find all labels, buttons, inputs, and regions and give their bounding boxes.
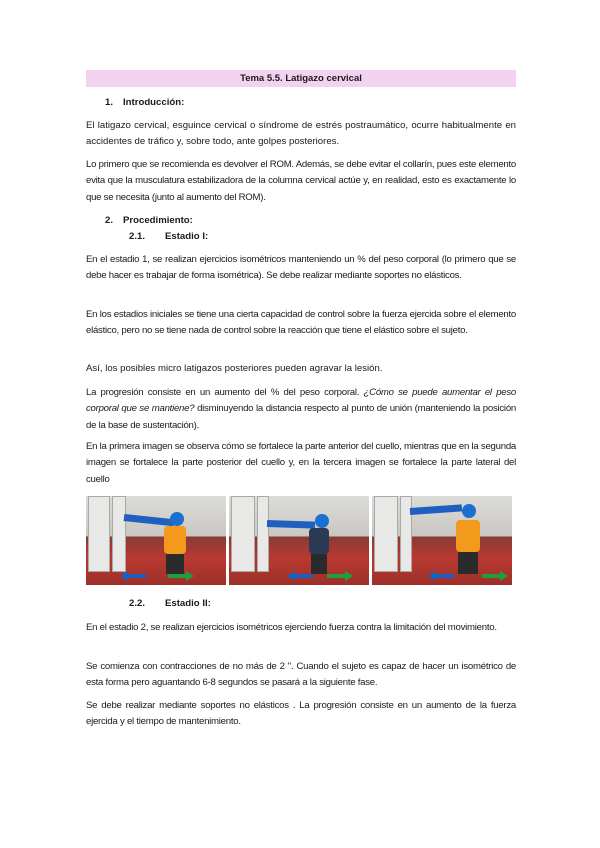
paragraph-stage1-5: En la primera imagen se observa cómo se fortalece la parte anterior del cuello, mientras que en la segunda imagen se fortalece la parte posterior del cuello y, en la tercera imagen se fortalece la parte lateral del cuello (86, 441, 516, 485)
section-number: 2. (105, 215, 114, 226)
right-green-arrow-icon (327, 571, 353, 581)
paragraph-stage2-1: En el estadio 2, se realizan ejercicios isométricos ejerciendo fuerza contra la limitación del movimiento. (86, 622, 497, 633)
document-title: Tema 5.5. Latigazo cervical (86, 70, 516, 87)
section-title: Introducción: (123, 97, 185, 108)
person-head (462, 504, 476, 518)
anterior-neck-exercise-photo (86, 496, 226, 585)
person-head (315, 514, 329, 528)
person-legs (311, 554, 327, 574)
left-blue-arrow-icon (120, 571, 146, 581)
paragraph-stage2-2: Se comienza con contracciones de no más de 2 ''. Cuando el sujeto es capaz de hacer un isométrico de esta forma pero aguantando 6-8 segundos se pasará a la siguiente fase. (86, 661, 516, 689)
subsection-number: 2.1. (129, 231, 146, 242)
subsection-title: Estadio II: (165, 598, 211, 609)
resistance-band (124, 514, 174, 526)
italic-question: ¿Cómo se puede aumentar el peso corporal que se mantiene? (86, 387, 516, 415)
subsection-heading-stage2 (129, 598, 211, 609)
paragraph-stage2-3: Se debe realizar mediante soportes no elásticos . La progresión consiste en un aumento de la fuerza ejercida y el tiempo de mantenimiento. (86, 700, 516, 728)
exercise-photo-strip (86, 496, 514, 585)
subsection-heading-stage1 (129, 231, 208, 242)
section-heading-intro (105, 97, 184, 108)
section-title: Procedimiento: (123, 215, 193, 226)
person-torso (164, 526, 186, 554)
person-legs (458, 552, 478, 574)
machine-pillar (231, 496, 255, 572)
resistance-band (410, 504, 462, 515)
paragraph-stage1-4 (86, 385, 516, 434)
subsection-number: 2.2. (129, 598, 146, 609)
section-number: 1. (105, 97, 114, 108)
person-torso (309, 528, 329, 554)
machine-pillar (257, 496, 269, 572)
machine-pillar (112, 496, 126, 572)
paragraph-intro-1: El latigazo cervical, esguince cervical o síndrome de estrés postraumático, ocurre habitualmente en accidentes de tráfico y, sobre todo, ante golpes posteriores. (86, 120, 516, 148)
text-run: La progresión consiste en un aumento del % del peso corporal. (86, 387, 364, 398)
paragraph-intro-2: Lo primero que se recomienda es devolver el ROM. Además, se debe evitar el collarín, pues este elemento evita que la musculatura estabilizadora de la columna cervical actúe y, en realidad, esto es exactamente lo que se necesita (junto al aumento del ROM). (86, 159, 516, 203)
right-green-arrow-icon (168, 571, 194, 581)
left-blue-arrow-icon (428, 571, 454, 581)
machine-pillar (374, 496, 398, 572)
paragraph-stage1-1: En el estadio 1, se realizan ejercicios isométricos manteniendo un % del peso corporal (lo primero que se debe hacer es trabajar de forma isométrica). Se debe realizar mediante soportes no elásticos. (86, 254, 516, 282)
section-heading-procedure (105, 215, 193, 226)
lateral-neck-exercise-photo (372, 496, 512, 585)
paragraph-stage1-2: En los estadios iniciales se tiene una cierta capacidad de control sobre la fuerza ejercida sobre el elemento elástico, pero no se tiene nada de control sobre la reacción que tiene el elástico sobre el sujeto. (86, 309, 516, 337)
text-run: disminuyendo la distancia respecto al punto de unión (manteniendo la posición de la base de sustentación). (86, 403, 516, 431)
person-torso (456, 520, 480, 552)
posterior-neck-exercise-photo (229, 496, 369, 585)
person-head (170, 512, 184, 526)
paragraph-stage1-3: Así, los posibles micro latigazos posteriores pueden agravar la lesión. (86, 363, 383, 374)
right-green-arrow-icon (482, 571, 508, 581)
left-blue-arrow-icon (287, 571, 313, 581)
machine-pillar (88, 496, 110, 572)
subsection-title: Estadio I: (165, 231, 209, 242)
resistance-band (267, 520, 315, 529)
